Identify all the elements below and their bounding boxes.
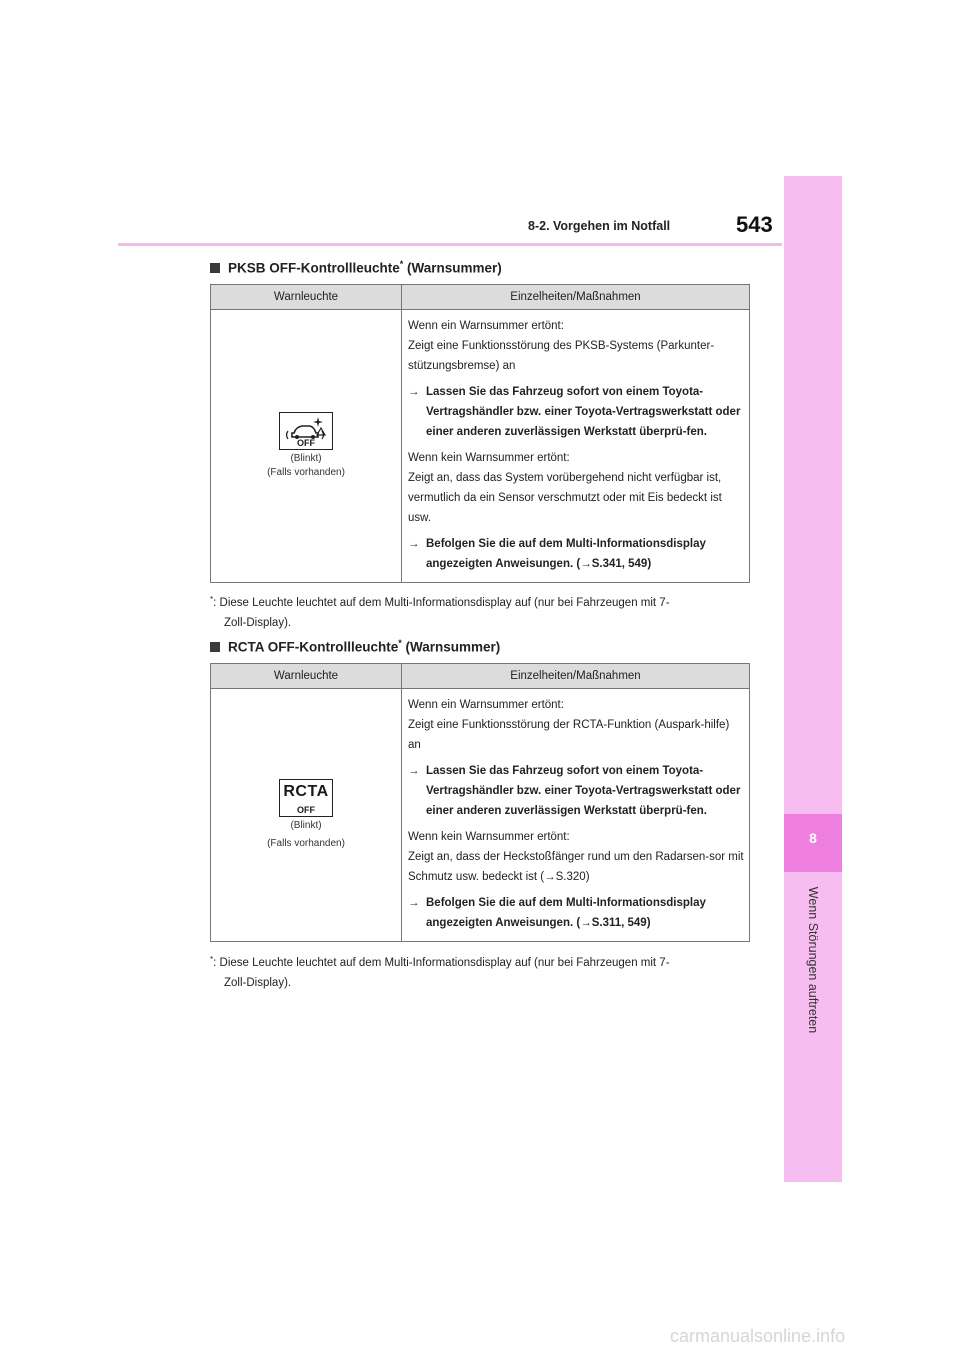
chapter-number: 8 xyxy=(809,830,817,846)
table-row xyxy=(211,689,750,942)
action-text: Befolgen Sie die auf dem Multi-Informationsdisplay angezeigten Anweisungen. (→S.341, 549) xyxy=(426,538,706,570)
description-buzzer: Zeigt eine Funktionsstörung der RCTA-Funktion (Auspark-hilfe) an xyxy=(408,719,730,751)
header-einzelheiten: Einzelheiten/Maßnahmen xyxy=(402,664,750,689)
heading-title: PKSB OFF-Kontrollleuchte xyxy=(228,260,400,276)
footnote-line2: Zoll-Display). xyxy=(224,617,292,629)
lamp-caption-optional: (Falls vorhanden) xyxy=(267,838,345,849)
action-text: Lassen Sie das Fahrzeug sofort von einem Toyota-Vertragshändler bzw. einer Toyota-Vertragswerkstatt oder einer anderen zuverlässigen Werkstatt überprü-fen. xyxy=(426,765,741,817)
heading-bullet-icon xyxy=(210,642,220,652)
pksb-off-icon xyxy=(279,412,333,450)
condition-buzzer: Wenn ein Warnsummer ertönt: xyxy=(408,699,564,711)
warning-table-rcta xyxy=(210,663,750,942)
action-item xyxy=(408,761,745,821)
footnote-colon: : xyxy=(213,597,217,609)
table-row xyxy=(211,310,750,583)
heading-title: RCTA OFF-Kontrollleuchte xyxy=(228,639,399,655)
footnote-star: * xyxy=(210,595,214,604)
warning-table-pksb xyxy=(210,284,750,583)
header-divider xyxy=(118,243,782,246)
header-warnleuchte: Warnleuchte xyxy=(211,285,402,310)
condition-no-buzzer: Wenn kein Warnsummer ertönt: xyxy=(408,831,570,843)
action-text: Lassen Sie das Fahrzeug sofort von einem Toyota-Vertragshändler bzw. einer Toyota-Vertragswerkstatt oder einer anderen zuverlässigen Werkstatt überprü-fen. xyxy=(426,386,741,438)
heading-suffix: (Warnsummer) xyxy=(405,639,501,655)
footnote-colon: : xyxy=(213,957,217,969)
chapter-title: Wenn Störungen auftreten xyxy=(806,886,820,1034)
lamp-cell xyxy=(211,689,402,942)
header-einzelheiten: Einzelheiten/Maßnahmen xyxy=(402,285,750,310)
condition-buzzer: Wenn ein Warnsummer ertönt: xyxy=(408,320,564,332)
lamp-caption-blinkt: (Blinkt) xyxy=(290,820,322,831)
description-no-buzzer: Zeigt an, dass das System vorübergehend nicht verfügbar ist, vermutlich da ein Sensor verschmutzt oder mit Eis bedeckt ist usw. xyxy=(408,472,722,524)
heading-bullet-icon xyxy=(210,263,220,273)
rcta-off-icon xyxy=(279,779,333,817)
heading-suffix: (Warnsummer) xyxy=(407,260,502,276)
details-cell xyxy=(402,689,750,942)
watermark: carmanualsonline.info xyxy=(670,1326,846,1346)
arrow-right-icon: → xyxy=(408,897,420,909)
footnote-star: * xyxy=(210,955,214,964)
footnote-rcta xyxy=(210,950,750,993)
footnote-line1: Diese Leuchte leuchtet auf dem Multi-Informationsdisplay auf (nur bei Fahrzeugen mit 7- xyxy=(219,597,670,609)
lamp-off-label: OFF xyxy=(297,805,315,815)
header-warnleuchte: Warnleuchte xyxy=(211,664,402,689)
action-item xyxy=(408,893,745,933)
footnote-pksb xyxy=(210,590,750,633)
section-heading-pksb xyxy=(210,259,502,276)
section-title: 8-2. Vorgehen im Notfall xyxy=(528,219,671,233)
table-header-row xyxy=(211,285,750,310)
lamp-caption-blinkt: (Blinkt) xyxy=(290,453,322,464)
arrow-right-icon: → xyxy=(408,386,420,398)
footnote-line1: Diese Leuchte leuchtet auf dem Multi-Informationsdisplay auf (nur bei Fahrzeugen mit 7- xyxy=(219,957,670,969)
footnote-line2: Zoll-Display). xyxy=(224,977,292,989)
footnote-marker: * xyxy=(399,259,404,269)
section-heading-rcta xyxy=(210,638,500,655)
action-text: Befolgen Sie die auf dem Multi-Informationsdisplay angezeigten Anweisungen. (→S.311, 549) xyxy=(426,897,706,929)
lamp-rcta-label: RCTA xyxy=(283,783,329,800)
lamp-caption-optional: (Falls vorhanden) xyxy=(267,467,345,478)
lamp-off-label: OFF xyxy=(297,438,315,448)
page-number: 543 xyxy=(736,212,773,237)
action-item xyxy=(408,534,745,574)
lamp-cell xyxy=(211,310,402,583)
arrow-right-icon: → xyxy=(408,765,420,777)
footnote-marker: * xyxy=(398,638,402,648)
action-item xyxy=(408,382,745,442)
arrow-right-icon: → xyxy=(408,538,420,550)
description-no-buzzer: Zeigt an, dass der Heckstoßfänger rund um den Radarsen-sor mit Schmutz usw. bedeckt ist (→S.320) xyxy=(408,851,744,883)
condition-no-buzzer: Wenn kein Warnsummer ertönt: xyxy=(408,452,570,464)
details-cell xyxy=(402,310,750,583)
table-header-row xyxy=(211,664,750,689)
description-buzzer: Zeigt eine Funktionsstörung des PKSB-Systems (Parkunter-stützungsbremse) an xyxy=(408,340,715,372)
